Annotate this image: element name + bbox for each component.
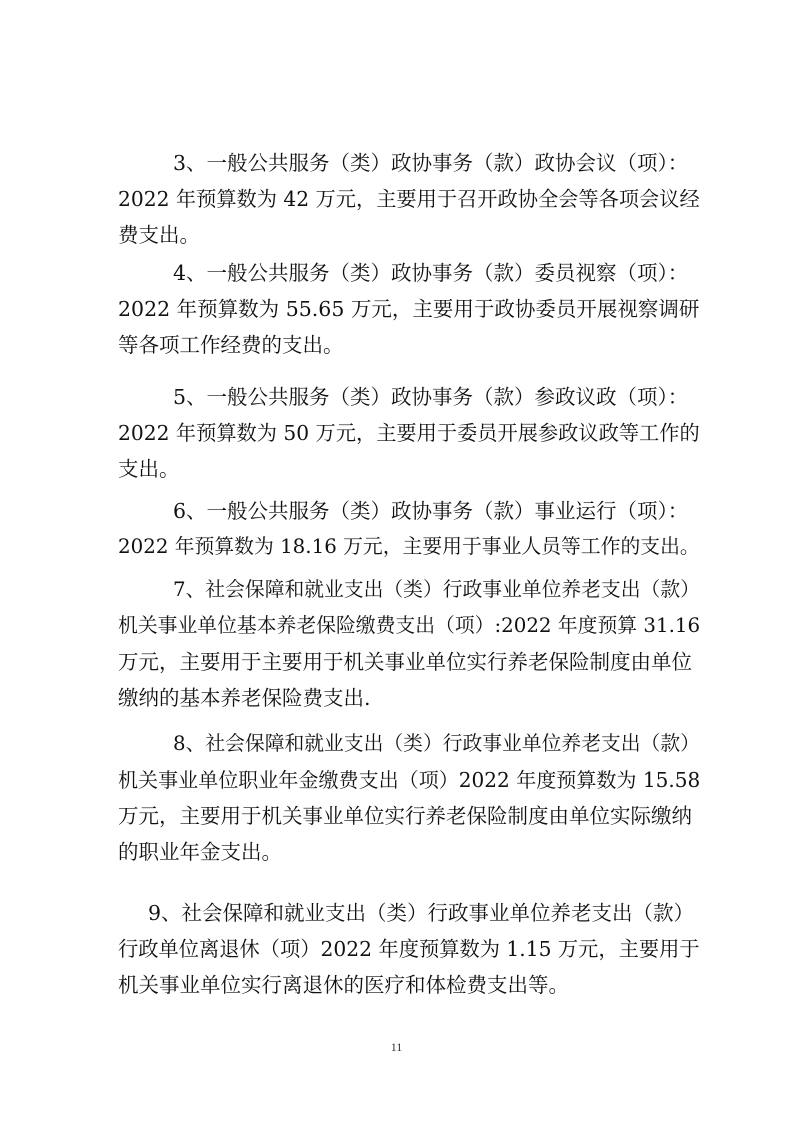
paragraph-line: 等各项工作经费的支出。 <box>118 333 344 357</box>
paragraph-line: 万元，主要用于机关事业单位实行养老保险制度由单位实际缴纳 <box>118 804 692 828</box>
paragraph-item-8 <box>118 726 703 870</box>
paragraph-line: 6、一般公共服务（类）政协事务（款）事业运行（项）： <box>173 499 689 523</box>
paragraph-line: 2022 年预算数为 55.65 万元，主要用于政协委员开展视察调研 <box>118 297 700 321</box>
paragraph-item-6 <box>118 493 703 565</box>
paragraph-line: 费支出。 <box>118 223 200 247</box>
paragraph-line: 机关事业单位实行离退休的医疗和体检费支出等。 <box>118 973 569 997</box>
paragraph-item-3 <box>118 145 703 253</box>
paragraph-item-7 <box>118 572 703 716</box>
paragraph-line: 4、一般公共服务（类）政协事务（款）委员视察（项）： <box>173 261 689 285</box>
paragraph-line: 2022 年预算数为 50 万元，主要用于委员开展参政议政等工作的 <box>118 421 700 445</box>
paragraph-line: 机关事业单位基本养老保险缴费支出（项）:2022 年度预算 31.16 <box>118 614 701 637</box>
paragraph-item-4 <box>118 255 703 363</box>
paragraph-line: 的职业年金支出。 <box>118 840 282 864</box>
paragraph-line: 支出。 <box>118 457 180 481</box>
paragraph-line: 7、社会保障和就业支出（类）行政事业单位养老支出（款） <box>173 578 700 601</box>
paragraph-line: 8、社会保障和就业支出（类）行政事业单位养老支出（款） <box>173 732 700 755</box>
page-number: 11 <box>390 1040 403 1054</box>
paragraph-line: 9、社会保障和就业支出（类）行政事业单位养老支出（款） <box>148 901 695 925</box>
paragraph-line: 3、一般公共服务（类）政协事务（款）政协会议（项）： <box>173 151 689 175</box>
paragraph-line: 行政单位离退休（项）2022 年度预算数为 1.15 万元，主要用于 <box>118 937 700 961</box>
paragraph-line: 机关事业单位职业年金缴费支出（项）2022 年度预算数为 15.58 <box>118 768 701 792</box>
paragraph-line: 5、一般公共服务（类）政协事务（款）参政议政（项）： <box>173 385 689 409</box>
paragraph-line: 缴纳的基本养老保险费支出. <box>118 686 371 710</box>
paragraph-line: 2022 年预算数为 42 万元，主要用于召开政协全会等各项会议经 <box>118 187 700 211</box>
paragraph-line: 万元，主要用于主要用于机关事业单位实行养老保险制度由单位 <box>118 650 692 674</box>
paragraph-item-5 <box>118 379 703 487</box>
paragraph-item-9 <box>118 895 703 1003</box>
paragraph-line: 2022 年预算数为 18.16 万元，主要用于事业人员等工作的支出。 <box>118 535 700 558</box>
